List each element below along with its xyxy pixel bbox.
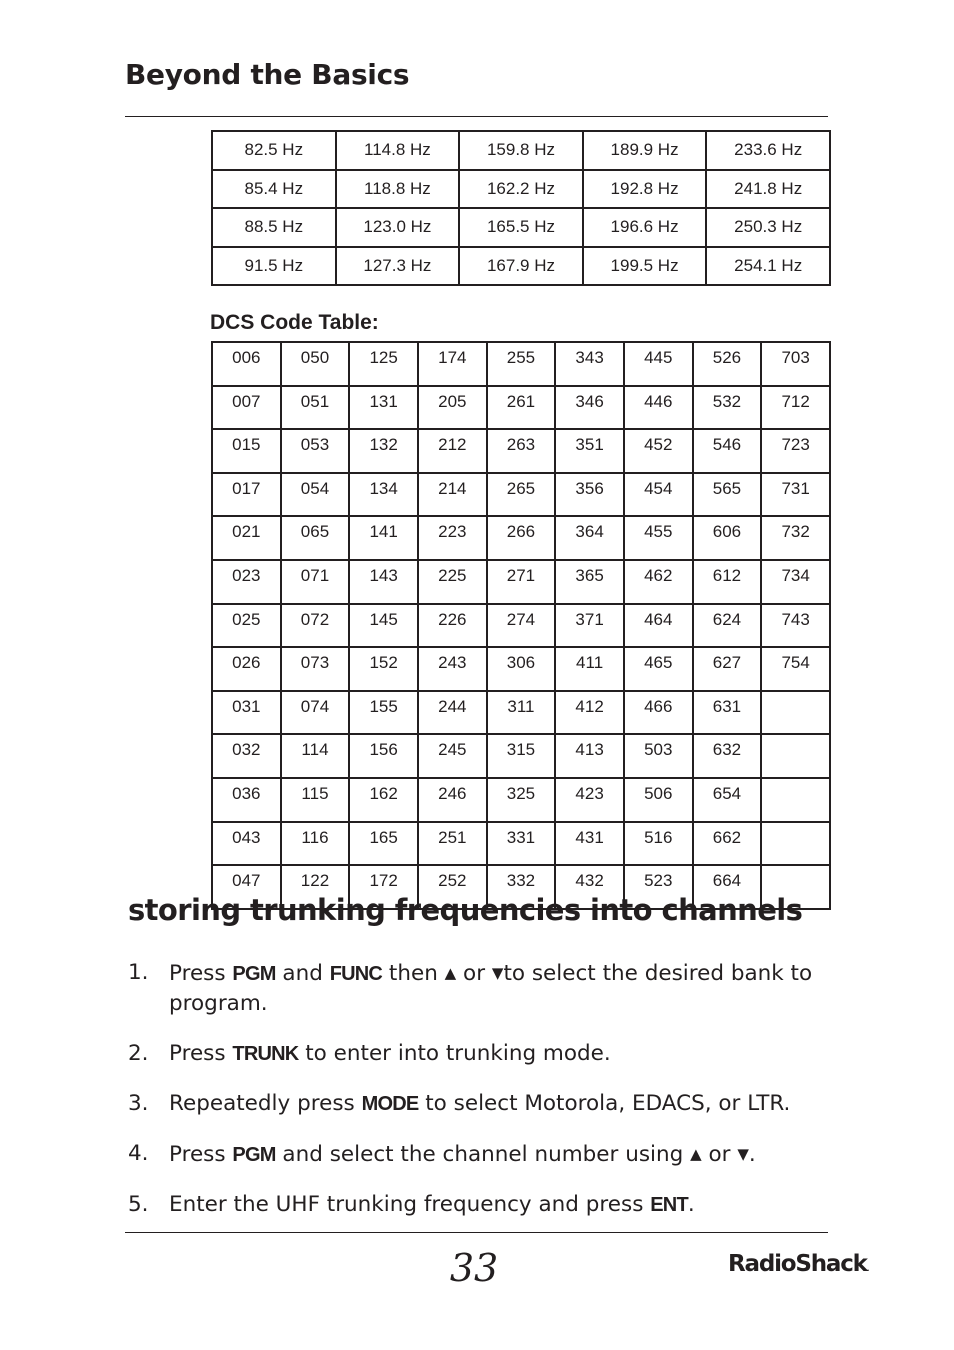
table-cell: 546 [693,429,762,473]
step-text: and select the channel number using [275,1142,691,1167]
table-cell: 254.1 Hz [706,247,830,286]
step-text: Enter the UHF trunking frequency and press [169,1192,651,1217]
table-cell: 006 [212,342,281,386]
table-cell: 332 [487,865,556,909]
table-cell: 196.6 Hz [583,208,707,247]
table-cell: 703 [761,342,830,386]
table-cell: 82.5 Hz [212,131,336,170]
table-cell: 141 [349,516,418,560]
table-cell: 413 [555,734,624,778]
table-cell: 244 [418,691,487,735]
table-cell: 167.9 Hz [459,247,583,286]
table-cell: 266 [487,516,556,560]
key-name: TRUNK [232,1043,299,1065]
table-cell: 631 [693,691,762,735]
table-cell: 054 [281,473,350,517]
table-cell: 255 [487,342,556,386]
table-cell: 446 [624,386,693,430]
dcs-row [212,604,830,648]
table-cell: 664 [693,865,762,909]
page-header-title: Beyond the Basics [125,58,410,91]
key-name: FUNC [329,963,383,985]
table-cell: 85.4 Hz [212,170,336,209]
step-text: Press [169,1142,233,1167]
step-item [128,958,828,1019]
table-cell: 452 [624,429,693,473]
table-cell: 214 [418,473,487,517]
table-cell: 754 [761,647,830,691]
table-cell: 223 [418,516,487,560]
footer-divider [125,1232,828,1233]
table-cell: 245 [418,734,487,778]
table-cell: 152 [349,647,418,691]
step-item [128,1190,828,1220]
table-cell: 143 [349,560,418,604]
table-cell: 162.2 Hz [459,170,583,209]
table-cell: 565 [693,473,762,517]
step-number: 3. [128,1091,149,1116]
step-item [128,1139,828,1170]
table-cell: 021 [212,516,281,560]
table-cell: 036 [212,778,281,822]
table-cell: 306 [487,647,556,691]
brand-name: RadioShack [728,1251,867,1277]
table-cell: 88.5 Hz [212,208,336,247]
key-name: PGM [232,963,276,985]
table-cell: 606 [693,516,762,560]
table-cell: 047 [212,865,281,909]
table-cell [761,822,830,866]
table-cell: 065 [281,516,350,560]
ctcss-row [212,170,830,209]
table-cell: 134 [349,473,418,517]
key-name: MODE [361,1093,419,1115]
table-cell: 127.3 Hz [336,247,460,286]
dcs-row [212,560,830,604]
radioshack-logo [728,1251,869,1277]
page-number: 33 [449,1246,499,1290]
table-cell: 015 [212,429,281,473]
table-cell: 115 [281,778,350,822]
table-cell: 454 [624,473,693,517]
dcs-row [212,734,830,778]
table-cell: 050 [281,342,350,386]
table-cell: 252 [418,865,487,909]
table-cell: 172 [349,865,418,909]
table-cell: 465 [624,647,693,691]
step-item [128,1039,828,1069]
dcs-row [212,778,830,822]
table-cell: 662 [693,822,762,866]
table-cell: 343 [555,342,624,386]
table-cell: 526 [693,342,762,386]
table-cell: 205 [418,386,487,430]
table-cell: 250.3 Hz [706,208,830,247]
table-cell: 503 [624,734,693,778]
table-cell: 311 [487,691,556,735]
table-cell [761,734,830,778]
table-cell: 455 [624,516,693,560]
table-cell: 271 [487,560,556,604]
table-cell: 233.6 Hz [706,131,830,170]
table-cell: 118.8 Hz [336,170,460,209]
table-cell: 732 [761,516,830,560]
step-text: to select the desired bank to program. [169,961,813,1016]
table-cell: 632 [693,734,762,778]
table-cell: 712 [761,386,830,430]
table-cell: 226 [418,604,487,648]
dcs-row [212,429,830,473]
table-cell: 174 [418,342,487,386]
table-cell: 243 [418,647,487,691]
step-text: to select Motorola, EDACS, or LTR. [418,1091,791,1116]
header-divider [125,116,828,117]
table-cell: 532 [693,386,762,430]
table-cell: 516 [624,822,693,866]
table-cell: 025 [212,604,281,648]
table-cell: 351 [555,429,624,473]
step-text: Press [169,961,233,986]
table-cell: 431 [555,822,624,866]
dcs-table-title: DCS Code Table: [210,311,379,334]
brand-mark: . [866,1265,870,1273]
table-cell: 445 [624,342,693,386]
ctcss-row [212,208,830,247]
table-cell: 464 [624,604,693,648]
step-text: . [748,1142,756,1167]
table-cell: 331 [487,822,556,866]
table-cell: 032 [212,734,281,778]
step-number: 5. [128,1192,149,1217]
dcs-code-table [211,341,831,910]
table-cell: 162 [349,778,418,822]
up-arrow-icon: ▲ [690,1145,702,1163]
table-cell: 071 [281,560,350,604]
table-cell: 017 [212,473,281,517]
step-number: 1. [128,960,149,985]
table-cell: 165 [349,822,418,866]
table-cell: 031 [212,691,281,735]
table-cell [761,778,830,822]
table-cell: 412 [555,691,624,735]
ctcss-tone-table [211,130,831,286]
table-cell: 246 [418,778,487,822]
table-cell: 91.5 Hz [212,247,336,286]
table-cell: 263 [487,429,556,473]
table-cell: 114.8 Hz [336,131,460,170]
table-cell: 274 [487,604,556,648]
table-cell: 155 [349,691,418,735]
down-arrow-icon: ▼ [491,964,504,982]
section-title: storing trunking frequencies into channels [128,893,803,927]
step-number: 4. [128,1141,149,1166]
table-cell: 114 [281,734,350,778]
table-cell: 023 [212,560,281,604]
table-cell: 356 [555,473,624,517]
table-cell: 189.9 Hz [583,131,707,170]
dcs-row [212,647,830,691]
table-cell: 051 [281,386,350,430]
step-text: Press [169,1041,233,1066]
ctcss-row [212,247,830,286]
table-cell: 265 [487,473,556,517]
table-cell: 612 [693,560,762,604]
table-cell: 132 [349,429,418,473]
table-cell: 026 [212,647,281,691]
dcs-row [212,342,830,386]
table-cell: 365 [555,560,624,604]
table-cell: 654 [693,778,762,822]
key-name: ENT [650,1194,688,1216]
table-cell: 743 [761,604,830,648]
ctcss-row [212,131,830,170]
down-arrow-icon: ▼ [737,1145,749,1163]
table-cell: 523 [624,865,693,909]
table-cell: 199.5 Hz [583,247,707,286]
table-cell: 624 [693,604,762,648]
step-text: or [701,1142,738,1167]
step-text: . [687,1192,695,1217]
table-cell: 053 [281,429,350,473]
table-cell: 116 [281,822,350,866]
table-cell: 043 [212,822,281,866]
table-cell: 731 [761,473,830,517]
instruction-steps [128,958,828,1220]
step-text: to enter into trunking mode. [298,1041,611,1066]
table-cell: 432 [555,865,624,909]
table-cell: 225 [418,560,487,604]
table-cell: 156 [349,734,418,778]
table-cell: 325 [487,778,556,822]
table-cell: 251 [418,822,487,866]
table-cell: 145 [349,604,418,648]
table-cell [761,691,830,735]
table-cell: 073 [281,647,350,691]
step-item [128,1089,828,1119]
table-cell: 192.8 Hz [583,170,707,209]
dcs-row [212,516,830,560]
table-cell: 241.8 Hz [706,170,830,209]
table-cell: 462 [624,560,693,604]
table-cell: 165.5 Hz [459,208,583,247]
table-cell: 212 [418,429,487,473]
table-cell: 346 [555,386,624,430]
table-cell: 315 [487,734,556,778]
dcs-row [212,386,830,430]
table-cell: 423 [555,778,624,822]
table-cell: 506 [624,778,693,822]
step-text: Repeatedly press [169,1091,362,1116]
table-cell: 159.8 Hz [459,131,583,170]
step-number: 2. [128,1041,149,1066]
table-cell: 466 [624,691,693,735]
step-text: then [382,961,445,986]
table-cell: 261 [487,386,556,430]
table-cell: 122 [281,865,350,909]
table-cell: 364 [555,516,624,560]
table-cell: 371 [555,604,624,648]
step-text: and [275,961,330,986]
table-cell: 131 [349,386,418,430]
table-cell: 072 [281,604,350,648]
dcs-row [212,822,830,866]
key-name: PGM [232,1144,276,1166]
table-cell: 007 [212,386,281,430]
step-text: or [456,961,492,986]
table-cell: 723 [761,429,830,473]
table-cell: 411 [555,647,624,691]
dcs-row [212,691,830,735]
table-cell: 074 [281,691,350,735]
table-cell: 125 [349,342,418,386]
table-cell: 734 [761,560,830,604]
table-cell: 123.0 Hz [336,208,460,247]
dcs-row [212,473,830,517]
table-cell: 627 [693,647,762,691]
up-arrow-icon: ▲ [444,964,457,982]
